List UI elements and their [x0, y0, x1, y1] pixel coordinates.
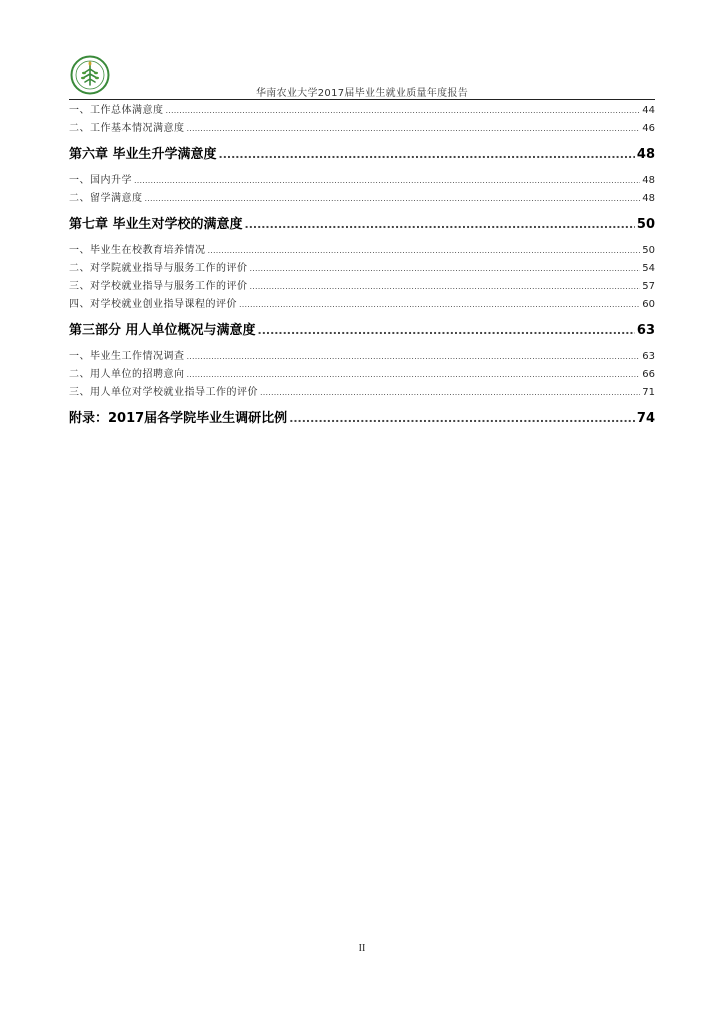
toc-entry-title: 一、毕业生在校教育培养情况	[69, 245, 206, 256]
toc-chapter-entry[interactable]	[69, 210, 655, 240]
toc-entry-title: 一、毕业生工作情况调查	[69, 351, 185, 362]
toc-entry-title: 三、用人单位对学校就业指导工作的评价	[69, 387, 258, 398]
toc-entry-page: 50	[642, 245, 655, 256]
toc-entry-title: 第七章 毕业生对学校的满意度	[69, 217, 243, 232]
toc-leader-dots	[250, 278, 641, 296]
toc-entry-title: 二、工作基本情况满意度	[69, 123, 185, 134]
toc-entry-page: 44	[642, 105, 655, 116]
toc-section-entry[interactable]	[69, 260, 655, 278]
toc-entry-page: 54	[642, 263, 655, 274]
toc-entry-title: 二、对学院就业指导与服务工作的评价	[69, 263, 248, 274]
toc-section-entry[interactable]	[69, 102, 655, 120]
toc-chapter-entry[interactable]	[69, 316, 655, 346]
toc-entry-page: 71	[642, 387, 655, 398]
toc-section-entry[interactable]	[69, 190, 655, 208]
header-divider	[69, 99, 655, 100]
toc-entry-title: 二、留学满意度	[69, 193, 143, 204]
toc-leader-dots	[219, 140, 635, 170]
toc-section-entry[interactable]	[69, 384, 655, 402]
toc-section-entry[interactable]	[69, 348, 655, 366]
toc-entry-title: 附录：2017届各学院毕业生调研比例	[69, 411, 288, 426]
toc-leader-dots	[239, 296, 640, 314]
toc-leader-dots	[166, 102, 641, 120]
toc-leader-dots	[145, 190, 641, 208]
toc-entry-title: 第六章 毕业生升学满意度	[69, 147, 217, 162]
toc-leader-dots	[258, 316, 635, 346]
toc-entry-page: 60	[642, 299, 655, 310]
toc-entry-page: 48	[636, 147, 655, 162]
toc-leader-dots	[289, 404, 635, 434]
toc-entry-page: 63	[636, 323, 655, 338]
toc-leader-dots	[208, 242, 641, 260]
running-header-title: 华南农业大学2017届毕业生就业质量年度报告	[255, 88, 469, 99]
table-of-contents	[69, 102, 655, 436]
toc-entry-page: 63	[642, 351, 655, 362]
toc-entry-title: 四、对学校就业创业指导课程的评价	[69, 299, 237, 310]
toc-chapter-entry[interactable]	[69, 140, 655, 170]
toc-entry-page: 48	[642, 193, 655, 204]
toc-leader-dots	[260, 384, 640, 402]
toc-section-entry[interactable]	[69, 296, 655, 314]
toc-leader-dots	[250, 260, 641, 278]
toc-section-entry[interactable]	[69, 242, 655, 260]
toc-entry-title: 一、国内升学	[69, 175, 132, 186]
toc-leader-dots	[187, 348, 641, 366]
toc-leader-dots	[245, 210, 635, 240]
toc-section-entry[interactable]	[69, 278, 655, 296]
toc-entry-page: 74	[636, 411, 655, 426]
toc-entry-title: 一、工作总体满意度	[69, 105, 164, 116]
toc-leader-dots	[134, 172, 640, 190]
toc-entry-page: 46	[642, 123, 655, 134]
toc-entry-title: 二、用人单位的招聘意向	[69, 369, 185, 380]
toc-entry-page: 66	[642, 369, 655, 380]
toc-leader-dots	[187, 120, 641, 138]
toc-leader-dots	[187, 366, 641, 384]
page-number: II	[358, 943, 366, 954]
toc-entry-page: 57	[642, 281, 655, 292]
toc-section-entry[interactable]	[69, 366, 655, 384]
toc-entry-page: 48	[642, 175, 655, 186]
toc-entry-title: 三、对学校就业指导与服务工作的评价	[69, 281, 248, 292]
toc-chapter-entry[interactable]	[69, 404, 655, 434]
toc-entry-page: 50	[636, 217, 655, 232]
toc-entry-title: 第三部分 用人单位概况与满意度	[69, 323, 256, 338]
toc-section-entry[interactable]	[69, 172, 655, 190]
toc-section-entry[interactable]	[69, 120, 655, 138]
